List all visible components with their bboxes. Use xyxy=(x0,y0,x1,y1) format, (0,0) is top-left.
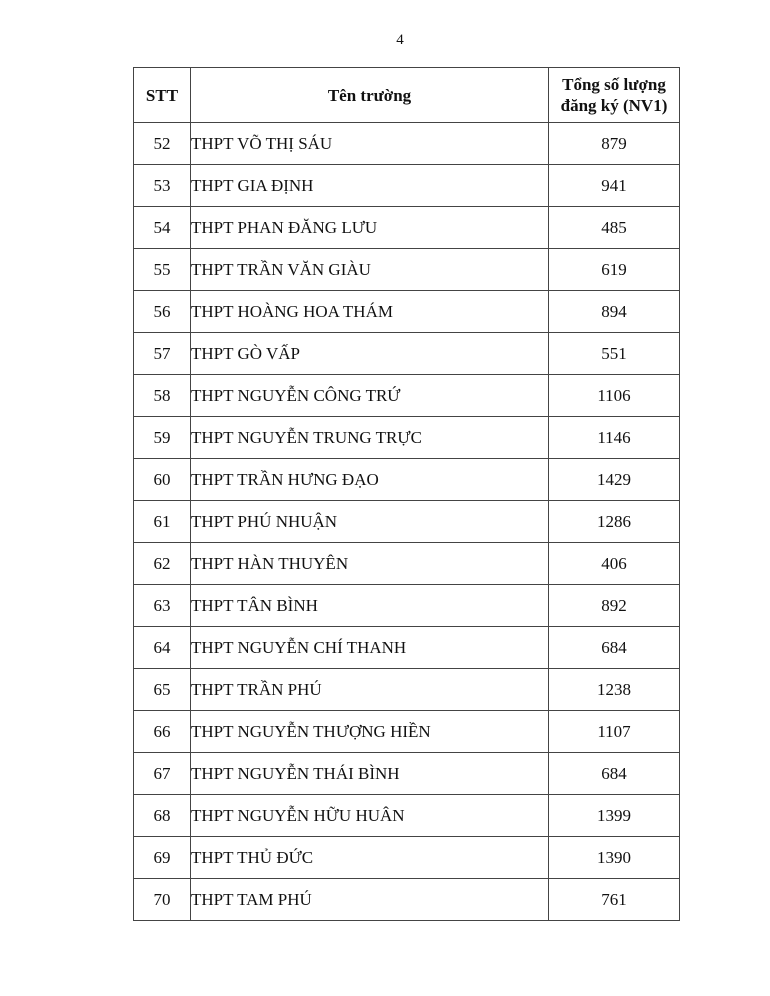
table-row xyxy=(134,795,680,837)
row-stt: 52 xyxy=(134,123,191,165)
row-stt: 63 xyxy=(134,585,191,627)
row-school-name: THPT VÕ THỊ SÁU xyxy=(191,123,549,165)
row-school-name: THPT TRẦN PHÚ xyxy=(191,669,549,711)
header-school-name: Tên trường xyxy=(191,68,549,123)
table-row xyxy=(134,837,680,879)
table-row xyxy=(134,207,680,249)
table-row xyxy=(134,543,680,585)
row-registration-count: 684 xyxy=(549,753,680,795)
row-stt: 58 xyxy=(134,375,191,417)
row-stt: 70 xyxy=(134,879,191,921)
row-school-name: THPT TRẦN HƯNG ĐẠO xyxy=(191,459,549,501)
row-stt: 59 xyxy=(134,417,191,459)
row-registration-count: 1107 xyxy=(549,711,680,753)
table-row xyxy=(134,375,680,417)
table-body xyxy=(134,123,680,921)
row-registration-count: 619 xyxy=(549,249,680,291)
row-stt: 64 xyxy=(134,627,191,669)
table-row xyxy=(134,753,680,795)
row-registration-count: 941 xyxy=(549,165,680,207)
row-stt: 68 xyxy=(134,795,191,837)
registration-table xyxy=(133,67,680,921)
row-school-name: THPT HÀN THUYÊN xyxy=(191,543,549,585)
header-stt: STT xyxy=(134,68,191,123)
table-row xyxy=(134,879,680,921)
row-registration-count: 892 xyxy=(549,585,680,627)
row-stt: 69 xyxy=(134,837,191,879)
row-registration-count: 684 xyxy=(549,627,680,669)
header-registration-count xyxy=(549,68,680,123)
table-row xyxy=(134,333,680,375)
row-stt: 60 xyxy=(134,459,191,501)
row-stt: 53 xyxy=(134,165,191,207)
row-stt: 67 xyxy=(134,753,191,795)
row-school-name: THPT HOÀNG HOA THÁM xyxy=(191,291,549,333)
row-school-name: THPT NGUYỄN THƯỢNG HIỀN xyxy=(191,711,549,753)
row-registration-count: 879 xyxy=(549,123,680,165)
table-row xyxy=(134,249,680,291)
row-registration-count: 1146 xyxy=(549,417,680,459)
row-school-name: THPT THỦ ĐỨC xyxy=(191,837,549,879)
page-number: 4 xyxy=(396,32,404,48)
table-header xyxy=(134,68,680,123)
table-row xyxy=(134,501,680,543)
table-row xyxy=(134,165,680,207)
row-registration-count: 551 xyxy=(549,333,680,375)
row-registration-count: 1286 xyxy=(549,501,680,543)
row-school-name: THPT NGUYỄN CHÍ THANH xyxy=(191,627,549,669)
row-registration-count: 406 xyxy=(549,543,680,585)
header-count-line1: Tổng số lượng xyxy=(562,75,666,94)
row-registration-count: 1429 xyxy=(549,459,680,501)
row-stt: 61 xyxy=(134,501,191,543)
row-stt: 66 xyxy=(134,711,191,753)
row-registration-count: 1106 xyxy=(549,375,680,417)
table-row xyxy=(134,711,680,753)
header-count-line2: đăng ký (NV1) xyxy=(560,96,668,115)
row-school-name: THPT NGUYỄN TRUNG TRỰC xyxy=(191,417,549,459)
row-registration-count: 485 xyxy=(549,207,680,249)
row-registration-count: 894 xyxy=(549,291,680,333)
table-row xyxy=(134,291,680,333)
row-stt: 65 xyxy=(134,669,191,711)
row-registration-count: 1390 xyxy=(549,837,680,879)
header-row xyxy=(134,68,680,123)
table-row xyxy=(134,123,680,165)
row-stt: 56 xyxy=(134,291,191,333)
row-school-name: THPT TAM PHÚ xyxy=(191,879,549,921)
table-row xyxy=(134,417,680,459)
row-registration-count: 1238 xyxy=(549,669,680,711)
table-row xyxy=(134,669,680,711)
row-school-name: THPT GIA ĐỊNH xyxy=(191,165,549,207)
row-stt: 62 xyxy=(134,543,191,585)
row-school-name: THPT GÒ VẤP xyxy=(191,333,549,375)
table-row xyxy=(134,627,680,669)
row-school-name: THPT PHÚ NHUẬN xyxy=(191,501,549,543)
row-school-name: THPT NGUYỄN CÔNG TRỨ xyxy=(191,375,549,417)
row-school-name: THPT PHAN ĐĂNG LƯU xyxy=(191,207,549,249)
row-school-name: THPT NGUYỄN HỮU HUÂN xyxy=(191,795,549,837)
row-stt: 54 xyxy=(134,207,191,249)
row-registration-count: 1399 xyxy=(549,795,680,837)
row-school-name: THPT NGUYỄN THÁI BÌNH xyxy=(191,753,549,795)
row-stt: 57 xyxy=(134,333,191,375)
row-registration-count: 761 xyxy=(549,879,680,921)
row-school-name: THPT TRẦN VĂN GIÀU xyxy=(191,249,549,291)
table-row xyxy=(134,585,680,627)
row-school-name: THPT TÂN BÌNH xyxy=(191,585,549,627)
row-stt: 55 xyxy=(134,249,191,291)
table-row xyxy=(134,459,680,501)
